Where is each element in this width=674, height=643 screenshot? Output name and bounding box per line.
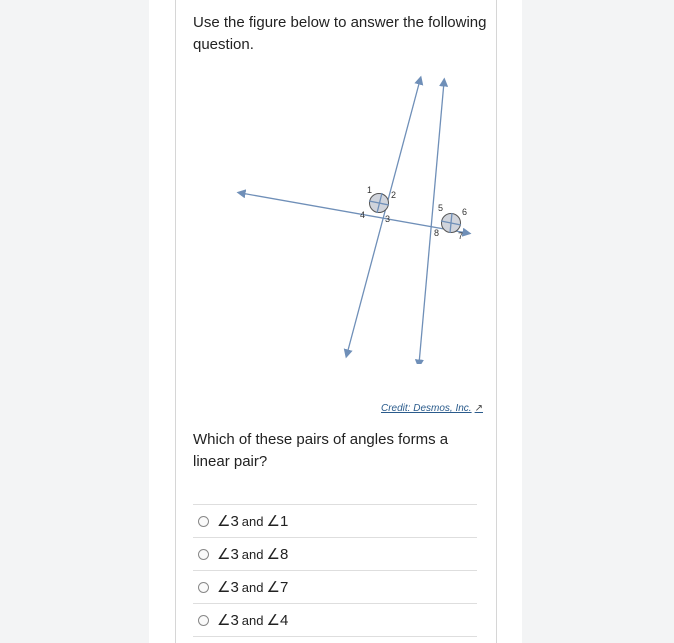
question-prompt: Which of these pairs of angles forms a linear pair? (193, 431, 449, 470)
option-text[interactable] (217, 545, 288, 563)
external-link-icon[interactable]: ↗ (474, 403, 483, 414)
radio-button[interactable] (198, 516, 209, 527)
angle-label-1: 1 (367, 185, 373, 195)
radio-button[interactable] (198, 582, 209, 593)
angle-a: ∠3 (217, 546, 239, 563)
radio-button[interactable] (198, 549, 209, 560)
credit-link[interactable] (381, 403, 483, 414)
angle-b: ∠4 (266, 612, 289, 629)
option-row-1[interactable] (193, 505, 477, 538)
angle-label-7: 7 (458, 231, 464, 241)
angle-a: ∠3 (217, 579, 239, 596)
angle-label-2: 2 (391, 190, 397, 200)
parallel-lines-figure (229, 72, 479, 364)
and-word: and (241, 547, 264, 562)
and-word: and (241, 514, 264, 529)
left-parallel-line (347, 80, 420, 354)
angle-label-5: 5 (438, 203, 444, 213)
option-row-2[interactable] (193, 538, 477, 571)
credit-text[interactable]: Credit: Desmos, Inc. (381, 403, 472, 414)
angle-b: ∠8 (266, 546, 289, 563)
option-text[interactable] (217, 611, 288, 629)
intro-text: Use the figure below to answer the following question. (193, 14, 487, 53)
option-row-4[interactable] (193, 604, 477, 637)
angle-label-8: 8 (434, 228, 440, 238)
option-text[interactable] (217, 512, 288, 530)
right-parallel-line (419, 82, 444, 364)
question-card (149, 0, 522, 643)
angle-b: ∠1 (266, 513, 289, 530)
option-row-3[interactable] (193, 571, 477, 604)
answer-options (193, 504, 477, 637)
angle-label-3: 3 (385, 214, 391, 224)
angle-label-4: 4 (360, 210, 366, 220)
and-word: and (241, 580, 264, 595)
radio-button[interactable] (198, 615, 209, 626)
angle-a: ∠3 (217, 612, 239, 629)
angle-a: ∠3 (217, 513, 239, 530)
angle-b: ∠7 (266, 579, 289, 596)
angle-label-6: 6 (462, 207, 468, 217)
and-word: and (241, 613, 264, 628)
option-text[interactable] (217, 578, 288, 596)
